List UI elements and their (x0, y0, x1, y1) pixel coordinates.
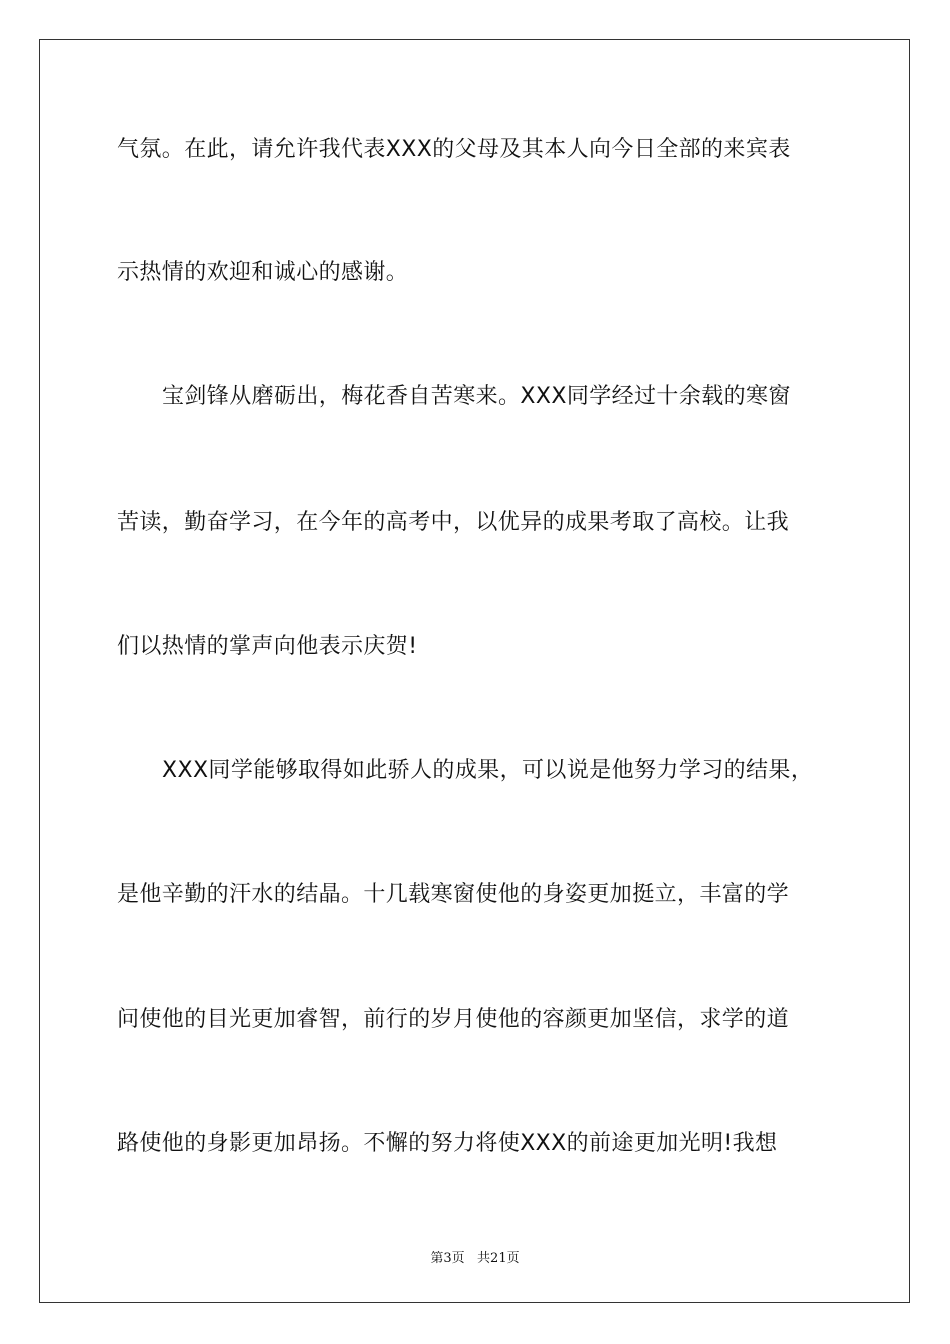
paragraph-line: 们以热情的掌声向他表示庆贺! (117, 634, 418, 659)
paragraph-line: XXX同学能够取得如此骄人的成果，可以说是他努力学习的结果， (162, 758, 814, 783)
paragraph-line: 示热情的欢迎和诚心的感谢。 (117, 260, 409, 285)
paragraph-line: 宝剑锋从磨砺出，梅花香自苦寒来。XXX同学经过十余载的寒窗 (162, 384, 791, 409)
paragraph-line: 问使他的目光更加睿智，前行的岁月使他的容颜更加坚信，求学的道 (117, 1007, 790, 1032)
paragraph-line: 路使他的身影更加昂扬。不懈的努力将使XXX的前途更加光明!我想 (117, 1131, 778, 1156)
page-border (39, 39, 910, 1303)
paragraph-line: 气氛。在此，请允许我代表XXX的父母及其本人向今日全部的来宾表 (117, 137, 791, 162)
paragraph-line: 苦读，勤奋学习，在今年的高考中，以优异的成果考取了高校。让我 (117, 510, 790, 535)
paragraph-line: 是他辛勤的汗水的结晶。十几载寒窗使他的身姿更加挺立，丰富的学 (117, 882, 790, 907)
page-number-footer: 第3页 共21页 (430, 1251, 520, 1266)
